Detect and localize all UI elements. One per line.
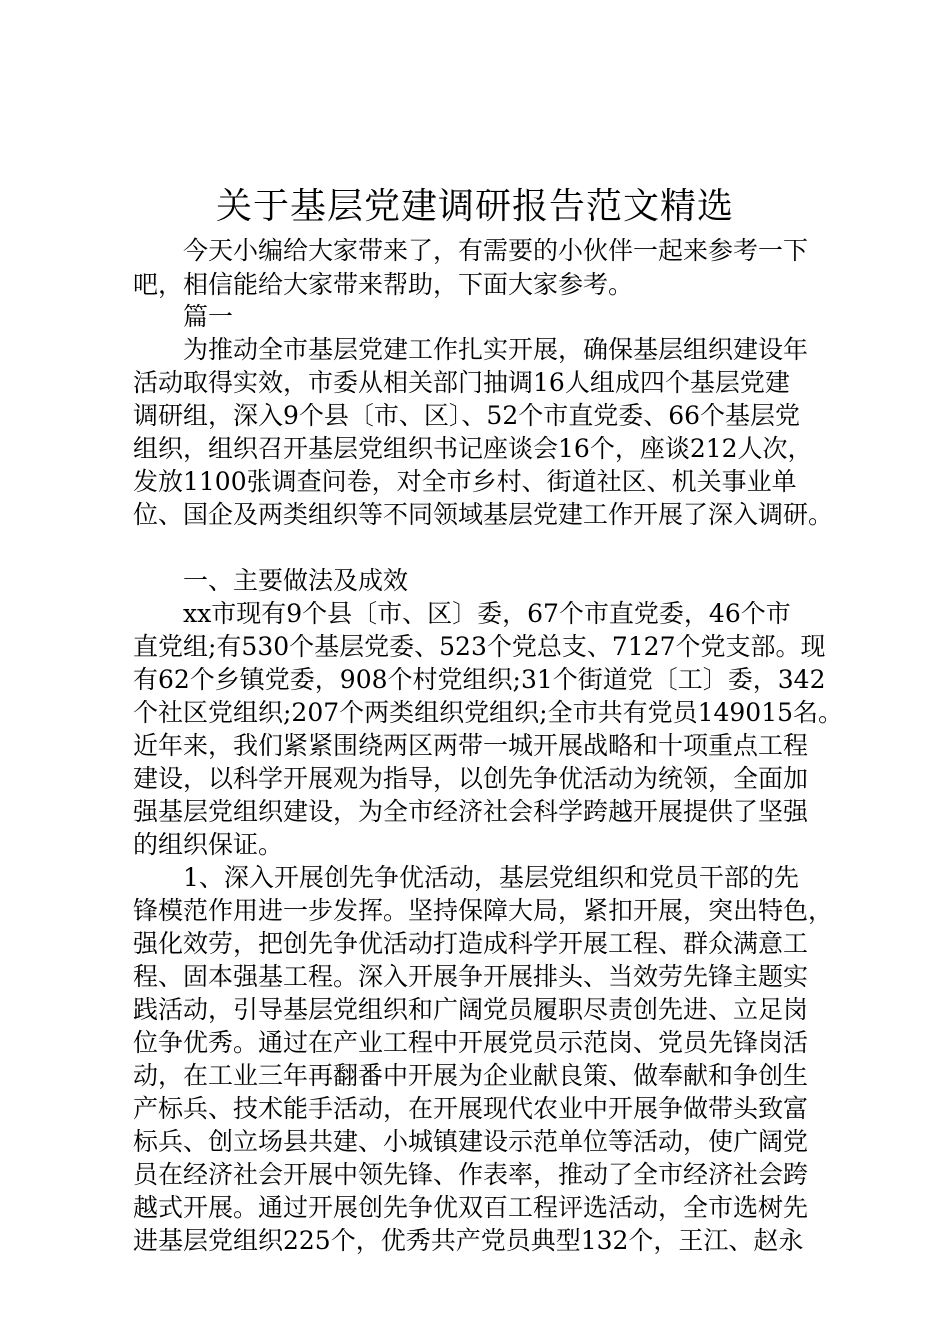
text-line: 动，在工业三年再翻番中开展为企业献良策、做奉献和争创生: [133, 1061, 809, 1090]
text-line: 践活动，引导基层党组织和广阔党员履职尽责创先进、立足岗: [133, 995, 809, 1024]
text-line: 越式开展。通过开展创先争优双百工程评选活动，全市选树先: [133, 1193, 809, 1222]
section-heading: 篇一: [183, 302, 234, 331]
text-line: 建设，以科学开展观为指导，以创先争优活动为统领，全面加: [133, 764, 809, 793]
text-line: 为推动全市基层党建工作扎实开展，确保基层组织建设年: [183, 335, 809, 364]
text-line: 今天小编给大家带来了，有需要的小伙伴一起来参考一下: [183, 236, 809, 265]
text-line: 位、国企及两类组织等不同领域基层党建工作开展了深入调研。: [133, 500, 834, 529]
text-line: 标兵、创立场县共建、小城镇建设示范单位等活动，使广阔党: [133, 1127, 809, 1156]
text-line: xx市现有9个县〔市、区〕委，67个市直党委，46个市: [183, 599, 791, 628]
text-line: 产标兵、技术能手活动，在开展现代农业中开展争做带头致富: [133, 1094, 809, 1123]
text-line: 直党组;有530个基层党委、523个党总支、7127个党支部。现: [133, 632, 826, 661]
text-line: 强基层党组织建设，为全市经济社会科学跨越开展提供了坚强: [133, 797, 809, 826]
text-line: 锋模范作用进一步发挥。坚持保障大局，紧扣开展，突出特色，: [133, 896, 834, 925]
text-line: 程、固本强基工程。深入开展争开展排头、当效劳先锋主题实: [133, 962, 809, 991]
text-line: 有62个乡镇党委，908个村党组织;31个街道党〔工〕委，342: [133, 665, 826, 694]
text-line: 位争优秀。通过在产业工程中开展党员示范岗、党员先锋岗活: [133, 1028, 809, 1057]
text-line: 的组织保证。: [133, 830, 284, 859]
text-line: 强化效劳，把创先争优活动打造成科学开展工程、群众满意工: [133, 929, 809, 958]
text-line: 进基层党组织225个，优秀共产党员典型132个，王江、赵永: [133, 1226, 804, 1255]
text-line: 组织，组织召开基层党组织书记座谈会16个，座谈212人次，: [133, 434, 813, 463]
section-heading: 一、主要做法及成效: [183, 566, 409, 595]
text-line: 1、深入开展创先争优活动，基层党组织和党员干部的先: [183, 863, 799, 892]
text-line: 员在经济社会开展中领先锋、作表率，推动了全市经济社会跨: [133, 1160, 809, 1189]
text-line: 发放1100张调查问卷，对全市乡村、街道社区、机关事业单: [133, 467, 797, 496]
text-line: 个社区党组织;207个两类组织党组织;全市共有党员149015名。: [133, 698, 843, 727]
text-line: 吧，相信能给大家带来帮助，下面大家参考。: [133, 270, 634, 299]
text-line: 近年来，我们紧紧围绕两区两带一城开展战略和十项重点工程: [133, 731, 809, 760]
text-line: 调研组，深入9个县〔市、区〕、52个市直党委、66个基层党: [133, 401, 801, 430]
page-title: 关于基层党建调研报告范文精选: [215, 186, 734, 227]
text-line: 活动取得实效，市委从相关部门抽调16人组成四个基层党建: [133, 368, 790, 397]
